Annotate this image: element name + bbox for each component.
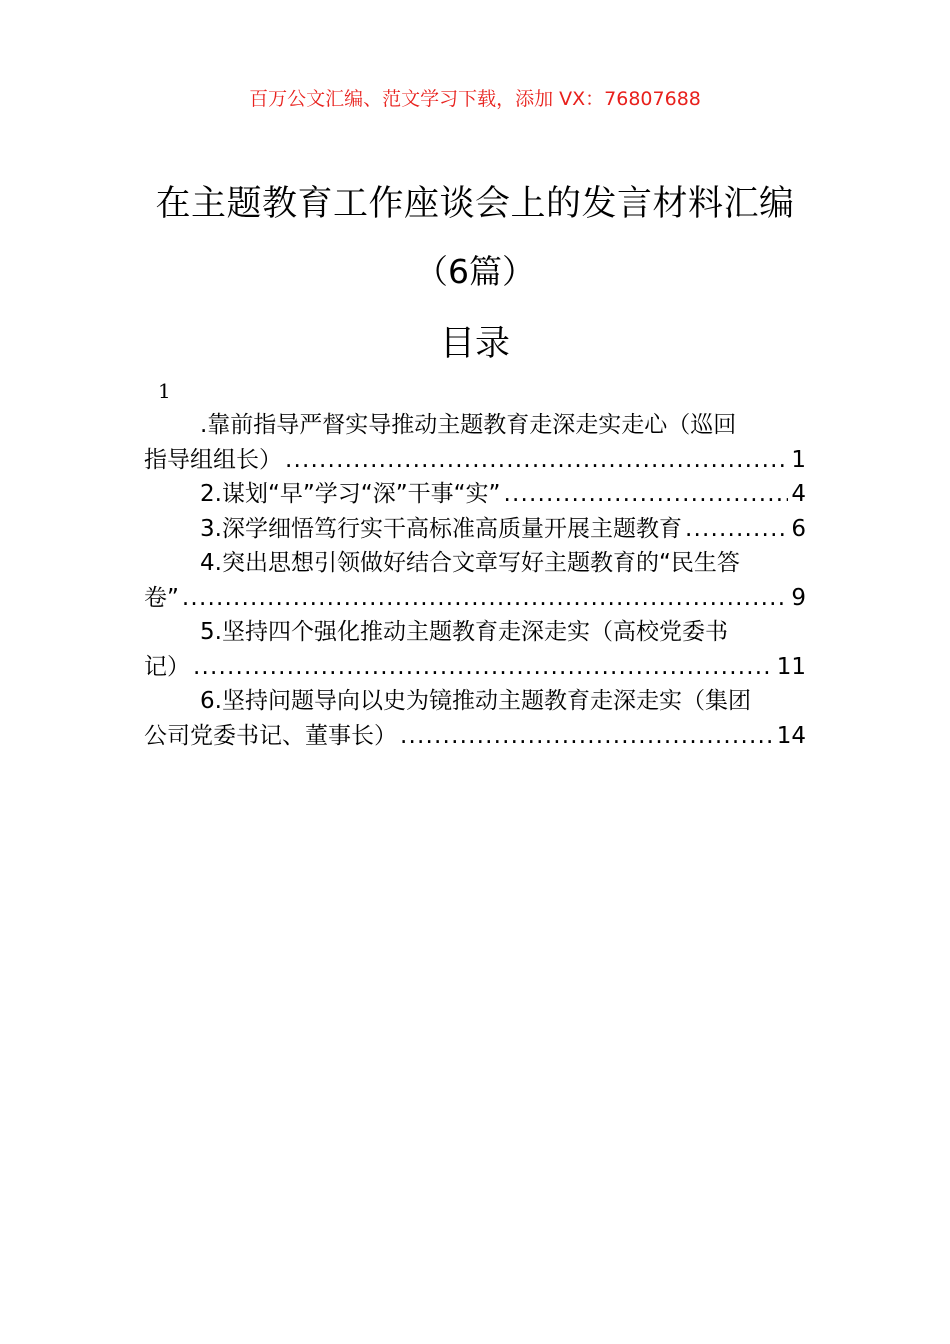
toc-entry-text-cont: 公司党委书记、董事长）	[144, 722, 397, 749]
toc-leader-dots	[182, 581, 788, 616]
page-subtitle: （6篇）	[415, 252, 535, 291]
toc-page-number: 1	[791, 446, 806, 473]
toc-leader-dots	[503, 477, 788, 512]
toc-page-number: 14	[776, 722, 806, 749]
toc-entry-text-cont: 记）	[144, 653, 190, 680]
toc-entry-text: 5.坚持四个强化推动主题教育走深走实（高校党委书	[200, 619, 728, 645]
toc-leader-dots	[400, 719, 774, 754]
toc-entry-2[interactable]	[144, 477, 806, 512]
toc-entry-text: 2.谋划“早”学习“深”干事“实”	[200, 481, 501, 507]
toc-marker: 1	[158, 379, 171, 403]
toc-entry-5[interactable]	[144, 615, 806, 684]
header-note: 百万公文汇编、范文学习下载，添加 VX：76807688	[249, 88, 701, 110]
toc-page-number: 11	[776, 653, 806, 680]
toc-page-number: 9	[791, 584, 806, 611]
toc-page-number: 4	[791, 481, 806, 507]
toc-entry-3[interactable]	[144, 512, 806, 547]
toc-entry-text: 4.突出思想引领做好结合文章写好主题教育的“民生答	[200, 550, 740, 576]
toc-page-number: 6	[791, 515, 806, 542]
toc-leader-dots	[285, 443, 788, 478]
toc-leader-dots	[193, 650, 774, 685]
toc-leader-dots	[685, 512, 788, 547]
toc-entry-6[interactable]	[144, 684, 806, 753]
toc-entry-text: .靠前指导严督实导推动主题教育走深走实走心（巡回	[200, 412, 737, 438]
table-of-contents	[144, 408, 806, 753]
toc-entry-text: 3.深学细悟笃行实干高标准高质量开展主题教育	[200, 515, 682, 542]
toc-entry-text-cont: 卷”	[144, 584, 179, 611]
toc-heading: 目录	[439, 324, 510, 364]
toc-entry-1[interactable]	[144, 408, 806, 477]
toc-entry-text-cont: 指导组组长）	[144, 446, 282, 473]
page-title: 在主题教育工作座谈会上的发言材料汇编	[155, 184, 795, 224]
toc-entry-4[interactable]	[144, 546, 806, 615]
toc-entry-text: 6.坚持问题导向以史为镜推动主题教育走深走实（集团	[200, 688, 751, 714]
